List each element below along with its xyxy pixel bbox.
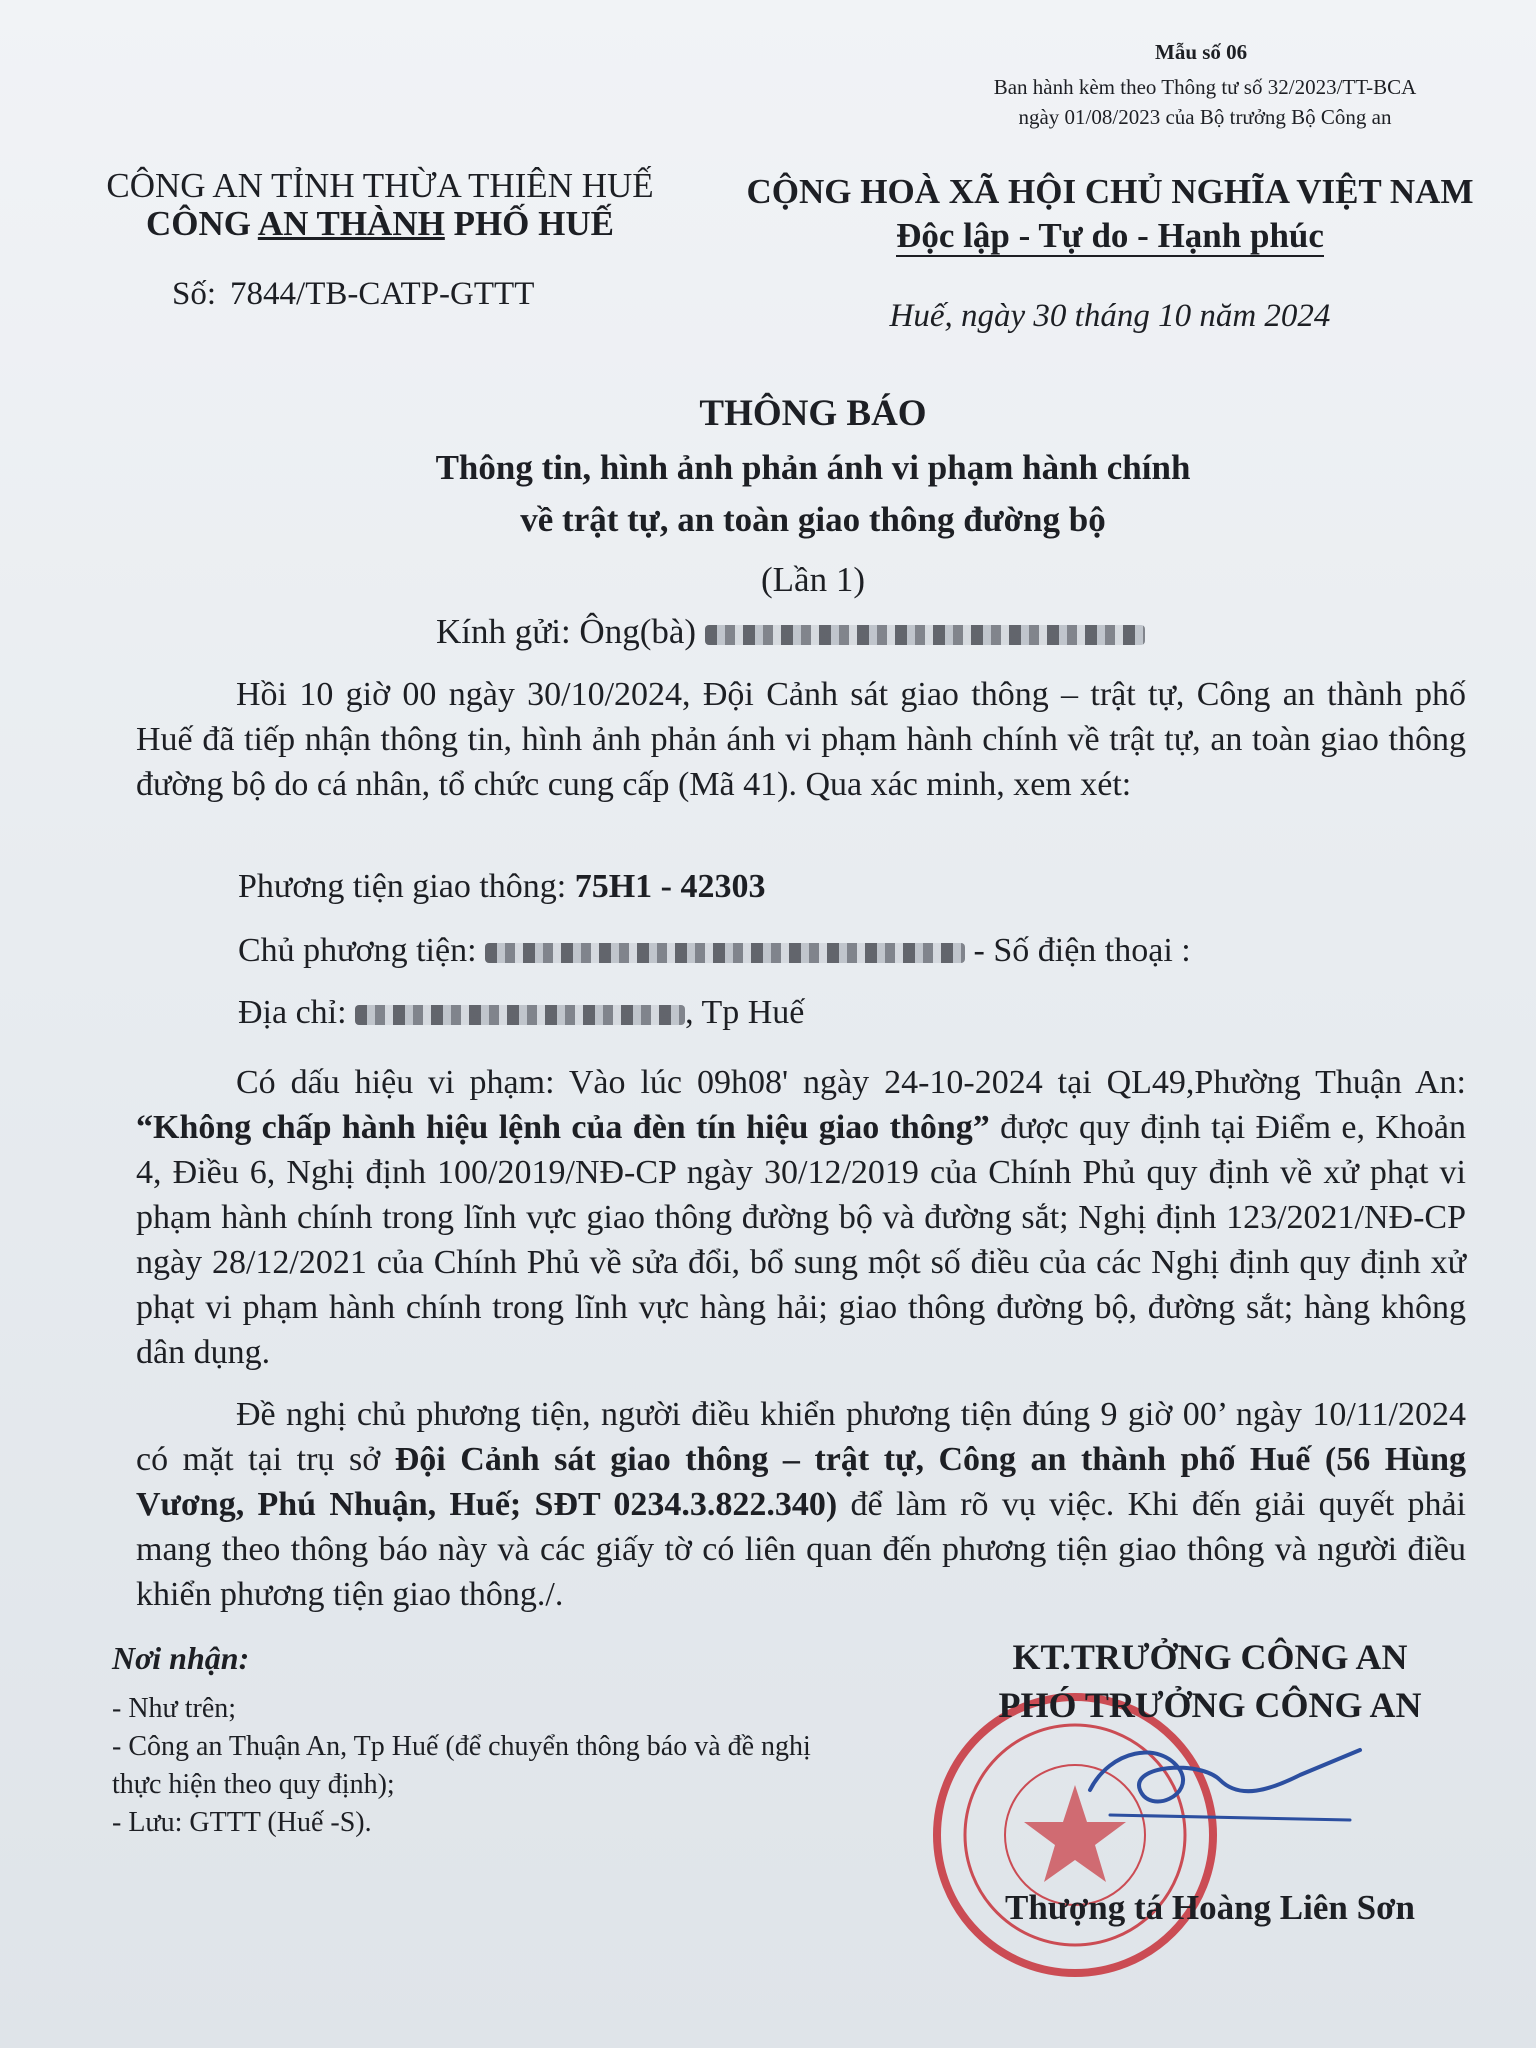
addressee: [436, 612, 1145, 652]
form-number: Mẫu số 06: [1155, 40, 1248, 64]
owner-line: [238, 932, 1191, 970]
national-title: CỘNG HOÀ XÃ HỘI CHỦ NGHĨA VIỆT NAM: [746, 172, 1474, 211]
addressee-label: Kính gửi: Ông(bà): [436, 612, 697, 651]
agency-parent: CÔNG AN TỈNH THỪA THIÊN HUẾ: [106, 166, 654, 205]
agency-name-post: PHỐ HUẾ: [444, 204, 615, 243]
document-title: THÔNG BÁO: [699, 393, 927, 434]
signature-title-1: KT.TRƯỞNG CÔNG AN: [1012, 1637, 1408, 1677]
redacted-name: [705, 625, 1145, 645]
national-motto-text: Độc lập - Tự do - Hạnh phúc: [896, 216, 1324, 255]
recipients-title: Nơi nhận:: [112, 1640, 250, 1676]
document-number: [172, 276, 534, 313]
document-subtitle-1: Thông tin, hình ảnh phản ánh vi phạm hành chính: [435, 448, 1191, 487]
document-number-value: 7844/TB-CATP-GTTT: [230, 276, 535, 312]
agency-name-underlined: AN THÀNH: [257, 204, 445, 243]
recipient-item-1: - Như trên;: [112, 1693, 237, 1724]
vehicle-line: [238, 868, 766, 906]
address-tail: , Tp Huế: [685, 994, 805, 1031]
redacted-owner: [485, 943, 965, 963]
agency-name: [70, 204, 690, 244]
form-reference-line2: ngày 01/08/2023 của Bộ trưởng Bộ Công an: [1018, 105, 1392, 129]
violation-name: “Không chấp hành hiệu lệnh của đèn tín hiệu giao thông”: [136, 1109, 990, 1146]
violation-text-2: được quy định tại Điểm e, Khoản 4, Điều 6, Nghị định 100/2019/NĐ-CP ngày 30/12/2019 của Chính Phủ quy định về xử phạt vi phạm hành chính trong lĩnh vực giao thông đường bộ và đường sắt; Nghị định 123/2021/NĐ-CP ngày 28/12/2021 của Chính Phủ về sửa đổi, bổ sung một số điều của các Nghị định quy định xử phạt vi phạm hành chính trong lĩnh vực hàng hải; giao thông đường bộ, đường sắt; hàng không dân dụng.: [136, 1109, 1466, 1371]
form-reference-line1: Ban hành kèm theo Thông tư số 32/2023/TT-BCA: [993, 75, 1417, 99]
redacted-address: [355, 1005, 685, 1025]
address-line: [238, 994, 804, 1032]
phone-label: - Số điện thoại :: [973, 932, 1191, 969]
signer-name: Thượng tá Hoàng Liên Sơn: [1005, 1888, 1415, 1927]
attempt-number: (Lần 1): [761, 560, 865, 599]
violation-paragraph: [136, 1060, 1466, 1375]
place-date: Huế, ngày 30 tháng 10 năm 2024: [889, 298, 1331, 334]
request-office: Đội Cảnh sát giao thông – trật tự, Công an thành phố Huế (56 Hùng Vương, Phú Nhuận, Huế; SĐT 0234.3.822.340): [136, 1441, 1466, 1523]
form-reference: [955, 72, 1455, 132]
request-text-1: Đề nghị chủ phương tiện, người điều khiển phương tiện đúng 9 giờ 00’ ngày 10/11/2024 có mặt tại trụ sở: [136, 1396, 1466, 1478]
request-paragraph: [136, 1392, 1466, 1617]
handwritten-signature: [1070, 1720, 1370, 1840]
recipient-item-3: - Lưu: GTTT (Huế -S).: [112, 1807, 372, 1838]
signature-title-2: PHÓ TRƯỞNG CÔNG AN: [998, 1685, 1422, 1725]
license-plate: 75H1 - 42303: [574, 868, 766, 905]
intro-paragraph: Hồi 10 giờ 00 ngày 30/10/2024, Đội Cảnh sát giao thông – trật tự, Công an thành phố Huế đã tiếp nhận thông tin, hình ảnh phản ánh vi phạm hành chính về trật tự, an toàn giao thông đường bộ do cá nhân, tổ chức cung cấp (Mã 41). Qua xác minh, xem xét:: [136, 676, 1466, 803]
request-text-2: để làm rõ vụ việc. Khi đến giải quyết phải mang theo thông báo này và các giấy tờ có liên quan đến phương tiện giao thông và người điều khiển phương tiện giao thông./.: [136, 1486, 1466, 1613]
owner-label: Chủ phương tiện:: [238, 932, 477, 969]
national-motto: [740, 216, 1480, 256]
document-subtitle-2: về trật tự, an toàn giao thông đường bộ: [520, 500, 1106, 539]
vehicle-label: Phương tiện giao thông:: [238, 868, 567, 905]
agency-name-pre: CÔNG: [145, 204, 258, 243]
address-label: Địa chỉ:: [238, 994, 347, 1031]
recipient-item-2: - Công an Thuận An, Tp Huế (để chuyển thông báo và đề nghị thực hiện theo quy định);: [112, 1731, 811, 1800]
violation-text-1: Có dấu hiệu vi phạm: Vào lúc 09h08' ngày 24-10-2024 tại QL49,Phường Thuận An:: [236, 1064, 1466, 1101]
document-number-label: Số:: [172, 276, 217, 312]
